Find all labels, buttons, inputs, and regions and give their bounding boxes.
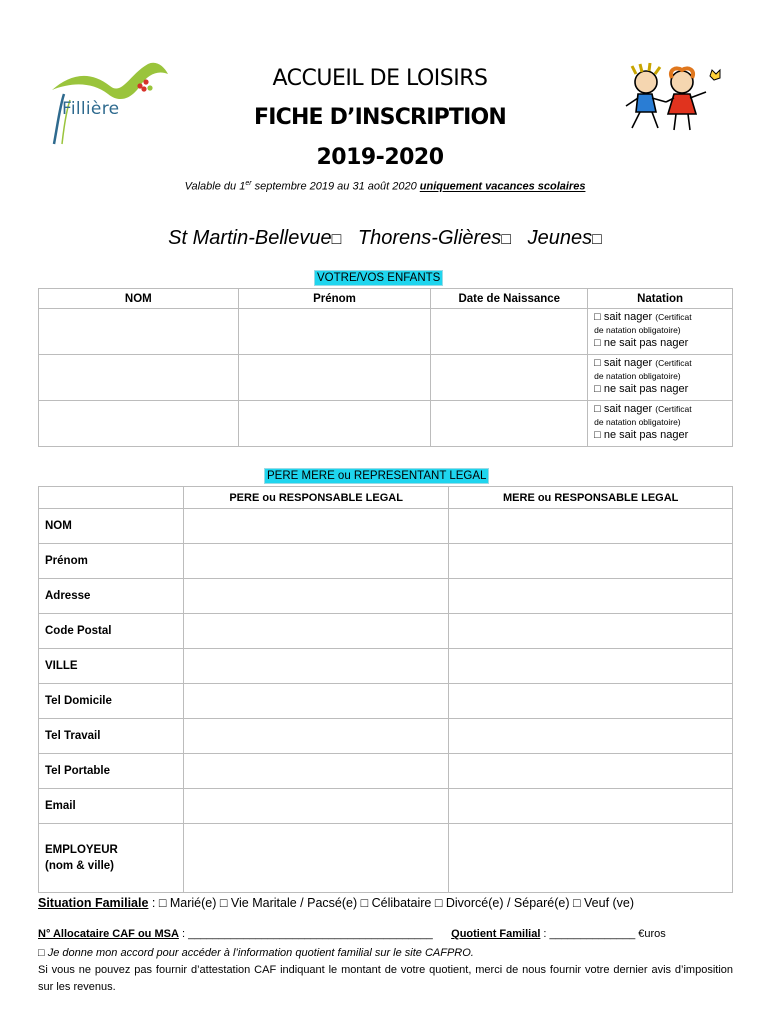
parent-row-tel-portable (39, 754, 733, 789)
mere-tel-travail-field[interactable] (449, 719, 733, 754)
document-title (180, 60, 580, 178)
caf-number-heading: N° Allocataire CAF ou MSA (38, 928, 179, 940)
row-label: Adresse (39, 579, 184, 614)
pere-tel-travail-field[interactable] (183, 719, 449, 754)
mere-email-field[interactable] (449, 789, 733, 824)
title-line-1: ACCUEIL DE LOISIRS (272, 66, 488, 91)
parent-row-ville (39, 649, 733, 684)
pere-code-postal-field[interactable] (183, 614, 449, 649)
pere-tel-portable-field[interactable] (183, 754, 449, 789)
child-nom-field[interactable] (39, 355, 239, 401)
swim-yes-option[interactable]: □ sait nager (594, 311, 653, 323)
parent-row-prenom (39, 544, 733, 579)
parent-row-adresse (39, 579, 733, 614)
col-empty (39, 487, 184, 509)
mere-adresse-field[interactable] (449, 579, 733, 614)
child-nom-field[interactable] (39, 309, 239, 355)
row-label-employeur: EMPLOYEUR (nom & ville) (39, 824, 184, 893)
child-row (39, 355, 733, 401)
caf-number-field[interactable]: : ________________________________________ (178, 928, 433, 940)
parent-row-tel-travail (39, 719, 733, 754)
child-prenom-field[interactable] (238, 401, 431, 447)
child-prenom-field[interactable] (238, 309, 431, 355)
swim-no-option[interactable]: □ ne sait pas nager (594, 429, 689, 441)
parent-row-nom (39, 509, 733, 544)
notes (38, 945, 733, 996)
title-line-3: 2019-2020 (316, 145, 444, 170)
row-label: Code Postal (39, 614, 184, 649)
col-prenom: Prénom (238, 289, 431, 309)
pere-tel-domicile-field[interactable] (183, 684, 449, 719)
cafpro-consent[interactable]: □ Je donne mon accord pour accéder à l’information quotient familial sur le site CAFPRO. (38, 947, 474, 959)
col-pere: PERE ou RESPONSABLE LEGAL (183, 487, 449, 509)
swim-no-option[interactable]: □ ne sait pas nager (594, 383, 689, 395)
site-jeunes-checkbox[interactable]: □ (592, 231, 602, 248)
quotient-heading: Quotient Familial (451, 928, 541, 940)
children-section-banner: VOTRE/VOS ENFANTS (314, 270, 443, 286)
family-status-heading: Situation Familiale (38, 896, 149, 910)
caf-line (38, 928, 666, 940)
site-st-martin-checkbox[interactable]: □ (331, 231, 342, 248)
child-dob-field[interactable] (431, 309, 588, 355)
child-prenom-field[interactable] (238, 355, 431, 401)
child-swim-options: □ sait nager (Certificat de natation obligatoire) □ ne sait pas nager (588, 355, 733, 401)
title-line-2: FICHE D’INSCRIPTION (253, 105, 507, 130)
pere-nom-field[interactable] (183, 509, 449, 544)
site-st-martin-label: St Martin-Bellevue (168, 227, 332, 249)
family-status-options[interactable]: □ Marié(e) □ Vie Maritale / Pacsé(e) □ Célibataire □ Divorcé(e) / Séparé(e) □ Veuf (ve) (158, 896, 635, 910)
site-thorens-checkbox[interactable]: □ (501, 231, 511, 248)
children-table (38, 288, 733, 447)
validity-period: Valable du 1er septembre 2019 au 31 août 2020 uniquement vacances scolaires (184, 180, 586, 193)
parent-row-employeur (39, 824, 733, 893)
parent-row-tel-domicile (39, 684, 733, 719)
row-label: Tel Domicile (39, 684, 184, 719)
child-nom-field[interactable] (39, 401, 239, 447)
quotient-field[interactable]: : ______________ €uros (540, 928, 666, 940)
swim-no-option[interactable]: □ ne sait pas nager (594, 337, 689, 349)
child-row (39, 401, 733, 447)
row-label: VILLE (39, 649, 184, 684)
school-holidays-only: uniquement vacances scolaires (419, 180, 586, 193)
logo-text: Fillière (62, 99, 120, 119)
pere-prenom-field[interactable] (183, 544, 449, 579)
mere-code-postal-field[interactable] (449, 614, 733, 649)
parents-header-row (39, 487, 733, 509)
mere-tel-domicile-field[interactable] (449, 684, 733, 719)
mere-tel-portable-field[interactable] (449, 754, 733, 789)
row-label: Email (39, 789, 184, 824)
row-label: Prénom (39, 544, 184, 579)
row-label: NOM (39, 509, 184, 544)
col-date-naissance: Date de Naissance (431, 289, 588, 309)
swim-yes-option[interactable]: □ sait nager (594, 357, 653, 369)
pere-email-field[interactable] (183, 789, 449, 824)
mere-nom-field[interactable] (449, 509, 733, 544)
pere-employeur-field[interactable] (183, 824, 449, 893)
mere-ville-field[interactable] (449, 649, 733, 684)
site-thorens-label: Thorens-Glières (357, 227, 502, 249)
family-status: Situation Familiale : □ Marié(e) □ Vie Maritale / Pacsé(e) □ Célibataire □ Divorcé(e) / Séparé(e) □ Veuf (ve) (38, 896, 635, 910)
pere-adresse-field[interactable] (183, 579, 449, 614)
child-dob-field[interactable] (431, 401, 588, 447)
parents-table (38, 486, 733, 893)
site-jeunes-label: Jeunes (527, 227, 593, 249)
col-nom: NOM (39, 289, 239, 309)
swim-yes-option[interactable]: □ sait nager (594, 403, 653, 415)
children-header-row (39, 289, 733, 309)
col-mere: MERE ou RESPONSABLE LEGAL (449, 487, 733, 509)
row-label: Tel Travail (39, 719, 184, 754)
child-swim-options: □ sait nager (Certificat de natation obligatoire) □ ne sait pas nager (588, 309, 733, 355)
parent-row-email (39, 789, 733, 824)
mere-prenom-field[interactable] (449, 544, 733, 579)
col-natation: Natation (588, 289, 733, 309)
children-illustration (622, 62, 730, 134)
row-label: Tel Portable (39, 754, 184, 789)
parent-row-code-postal (39, 614, 733, 649)
site-selection (0, 227, 770, 250)
child-swim-options: □ sait nager (Certificat de natation obligatoire) □ ne sait pas nager (588, 401, 733, 447)
child-dob-field[interactable] (431, 355, 588, 401)
parents-section-banner: PERE MERE ou REPRESENTANT LEGAL (264, 468, 489, 484)
attestation-note: Si vous ne pouvez pas fournir d’attestation CAF indiquant le montant de votre quotient, merci de nous fournir votre dernier avis d’imposition sur les revenus. (38, 964, 733, 993)
mere-employeur-field[interactable] (449, 824, 733, 893)
pere-ville-field[interactable] (183, 649, 449, 684)
child-row (39, 309, 733, 355)
